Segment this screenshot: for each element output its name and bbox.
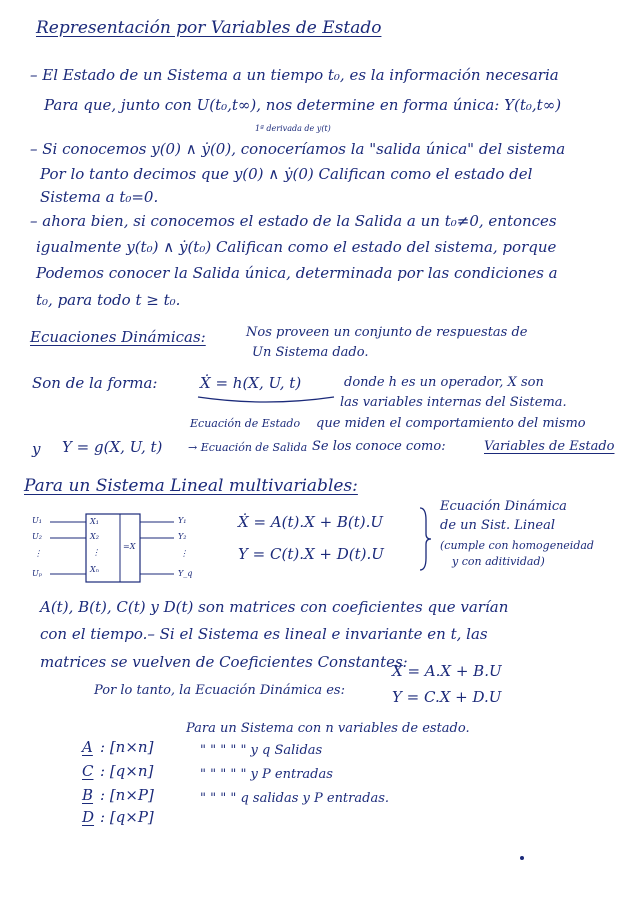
linear-eq-1: Ẋ = A(t).X + B(t).U: [238, 513, 384, 531]
matrices-line1: A(t), B(t), C(t) y D(t) son matrices con coeficientes que varían: [40, 598, 509, 616]
state-eq-desc-2: las variables internas del Sistema.: [340, 395, 567, 410]
para1-line1: – El Estado de un Sistema a un tiempo t₀, es la información necesaria: [30, 66, 559, 84]
state-eq-name: Ecuación de Estado: [190, 417, 301, 430]
matrix-b-dim: : [n×P]: [100, 786, 154, 804]
matrix-b-desc: " " " " " y P entradas: [200, 767, 333, 782]
dynamic-eq-desc-2: Un Sistema dado.: [252, 345, 369, 360]
matrix-d-desc: " " " " q salidas y P entradas.: [200, 791, 390, 806]
state-equation: Ẋ = h(X, U, t): [200, 374, 302, 392]
block-input-1: U₁: [32, 516, 42, 525]
dynamic-eq-desc-1: Nos proveen un conjunto de respuestas de: [246, 325, 528, 340]
therefore-label: Por lo tanto, la Ecuación Dinámica es:: [94, 683, 345, 698]
matrices-line2: con el tiempo.– Si el Sistema es lineal e invariante en t, las: [40, 625, 488, 643]
linear-desc-1: Ecuación Dinámica: [440, 499, 567, 514]
output-eq-name: → Ecuación de Salida: [188, 441, 308, 454]
block-state-n: Xₙ: [90, 565, 99, 574]
matrices-line3: matrices se vuelven de Coeficientes Constantes:: [40, 653, 408, 671]
dynamic-eq-heading: Ecuaciones Dinámicas:: [30, 328, 206, 346]
para2-line2: Por lo tanto decimos que y(0) ∧ ẏ(0) Califican como el estado del: [40, 165, 533, 183]
para3-line4: t₀, para todo t ≥ t₀.: [36, 291, 181, 309]
matrix-d-name: D: [82, 808, 95, 826]
linear-eq-brace: [418, 506, 432, 572]
matrix-d-dim: : [q×P]: [100, 808, 154, 826]
block-state-dots: ⋮: [92, 548, 100, 557]
block-output-2: Y₂: [178, 532, 187, 541]
y-prefix: y: [32, 440, 41, 458]
linear-desc-2: de un Sist. Lineal: [440, 518, 556, 533]
para1-line2: Para que, junto con U(t₀,t∞), nos determine en forma única: Y(t₀,t∞): [44, 96, 562, 114]
block-input-dots: ⋮: [34, 549, 42, 558]
para3-line2: igualmente y(t₀) ∧ ẏ(t₀) Califican como el estado del sistema, porque: [36, 238, 557, 256]
state-variables: Variables de Estado: [484, 439, 615, 454]
block-center: =X: [123, 542, 136, 551]
block-output-dots: ⋮: [180, 549, 188, 558]
matrix-c-desc: " " " " " y q Salidas: [200, 743, 323, 758]
linear-heading: Para un Sistema Lineal multivariables:: [24, 476, 358, 496]
matrix-a-dim: : [n×n]: [100, 738, 154, 756]
matrix-b-name: B: [82, 786, 94, 804]
block-output-1: Y₁: [178, 516, 187, 525]
matrix-c-name: C: [82, 762, 94, 780]
block-input-2: U₂: [32, 532, 42, 541]
derivative-note: 1ª derivada de y(t): [255, 124, 331, 133]
para3-line1: – ahora bien, si conocemos el estado de la Salida a un t₀≠0, entonces: [30, 212, 557, 230]
ink-dot: [520, 856, 524, 860]
block-input-p: Uₚ: [32, 569, 42, 578]
linear-desc-4: y con aditividad): [452, 555, 545, 568]
matrix-a-name: A: [82, 738, 93, 756]
block-state-2: X₂: [90, 532, 99, 541]
para2-line3: Sistema a t₀=0.: [40, 188, 159, 206]
block-state-1: X₁: [90, 517, 99, 526]
constant-eq-1: Ẋ = A.X + B.U: [392, 662, 502, 680]
state-eq-underbrace: [196, 395, 336, 407]
para2-line1: – Si conocemos y(0) ∧ ẏ(0), conoceríamos la "salida única" del sistema: [30, 140, 566, 158]
block-output-q: Y_q: [178, 569, 193, 578]
page-title: Representación por Variables de Estado: [36, 18, 382, 38]
state-eq-desc-1: donde h es un operador, X son: [344, 375, 544, 390]
measure-desc: que miden el comportamiento del mismo: [316, 416, 586, 431]
known-as: Se los conoce como:: [312, 439, 446, 454]
matrix-c-dim: : [q×n]: [100, 762, 154, 780]
constant-eq-2: Y = C.X + D.U: [392, 688, 502, 706]
linear-desc-3: (cumple con homogeneidad: [440, 539, 594, 552]
output-equation: Y = g(X, U, t): [62, 438, 163, 456]
para3-line3: Podemos conocer la Salida única, determinada por las condiciones a: [36, 264, 558, 282]
form-label: Son de la forma:: [32, 374, 158, 392]
linear-eq-2: Y = C(t).X + D(t).U: [238, 545, 384, 563]
matrix-a-desc: Para un Sistema con n variables de estado.: [186, 721, 470, 736]
